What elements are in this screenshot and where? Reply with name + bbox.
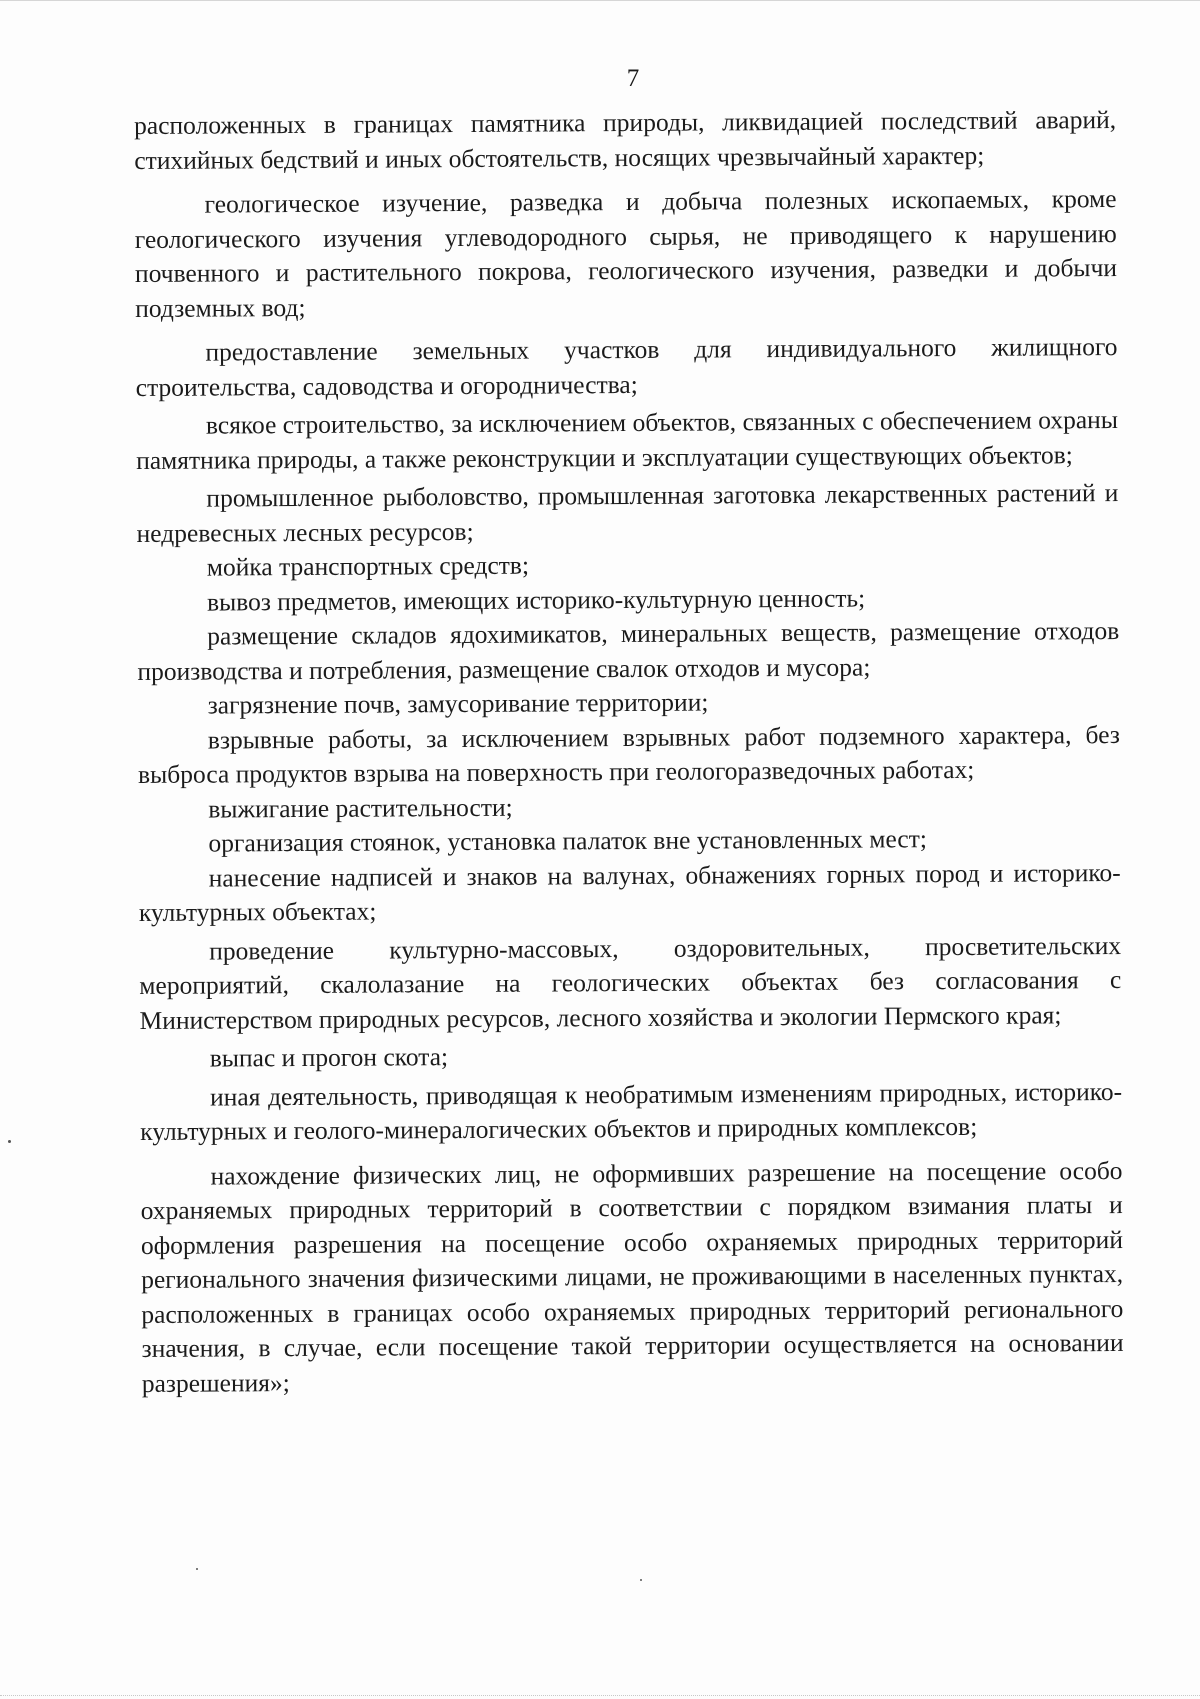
paragraph: расположенных в границах памятника природы, ликвидацией последствий аварий, стихийных бедствий и иных обстоятельств, носящих чрезвычайный характер; <box>134 105 1117 175</box>
scan-speck <box>640 1579 642 1581</box>
paragraph: геологическое изучение, разведка и добыча полезных ископаемых, кроме геологического изучения углеводородного сырья, не приводящего к нарушению почвенного и растительного покрова, геологического изучения, разведки и добычи подземных вод; <box>134 183 1118 323</box>
paragraph: нахождение физических лиц, не оформивших разрешение на посещение особо охраняемых природных территорий в соответствии с порядком взимания платы и оформления разрешения на посещение особо охраняемых природных территорий регионального значения физическими лицами, не проживающими в населенных пунктах, расположенных в границах особо охраняемых природных территорий регионального значения, в случае, если посещение такой территории осуществляется на основании разрешения»; <box>140 1155 1124 1398</box>
paragraph: размещение складов ядохимикатов, минеральных веществ, размещение отходов производства и потребления, размещение свалок отходов и мусора; <box>137 615 1120 686</box>
paragraph: проведение культурно-массовых, оздоровительных, просветительских мероприятий, скалолазание на геологических объектах без согласования с Министерством природных ресурсов, лесного хозяйства и экологии Пермского края; <box>139 930 1122 1035</box>
page-bottom-edge <box>0 1694 1200 1696</box>
paragraph: предоставление земельных участков для индивидуального жилищного строительства, садоводства и огородничества; <box>135 331 1118 402</box>
page-number: 7 <box>626 65 640 92</box>
paragraph: всякое строительство, за исключением объектов, связанных с обеспечением охраны памятника природы, а также реконструкции и эксплуатации существующих объектов; <box>136 404 1119 475</box>
paragraph: загрязнение почв, замусоривание территории; <box>207 687 709 720</box>
paragraph: мойка транспортных средств; <box>206 550 530 582</box>
scan-speck <box>8 1140 11 1143</box>
paragraph: организация стоянок, установка палаток вне установленных мест; <box>208 824 927 858</box>
paragraph: нанесение надписей и знаков на валунах, обнажениях горных пород и историко-культурных объектах; <box>138 857 1121 927</box>
paragraph: иная деятельность, приводящая к необратимым изменениям природных, историко-культурных и геолого-минералогических объектов и природных комплексов; <box>140 1076 1123 1146</box>
document-body <box>134 103 1124 1401</box>
paragraph: выжигание растительности; <box>208 792 513 824</box>
paragraph: выпас и прогон скота; <box>209 1042 449 1073</box>
paragraph: вывоз предметов, имеющих историко-культурную ценность; <box>206 583 866 617</box>
paragraph: промышленное рыболовство, промышленная заготовка лекарственных растений и недревесных лесных ресурсов; <box>136 477 1119 548</box>
scan-speck <box>196 1568 198 1570</box>
paragraph: взрывные работы, за исключением взрывных работ подземного характера, без выброса продуктов взрыва на поверхность при геологоразведочных работах; <box>137 719 1120 789</box>
